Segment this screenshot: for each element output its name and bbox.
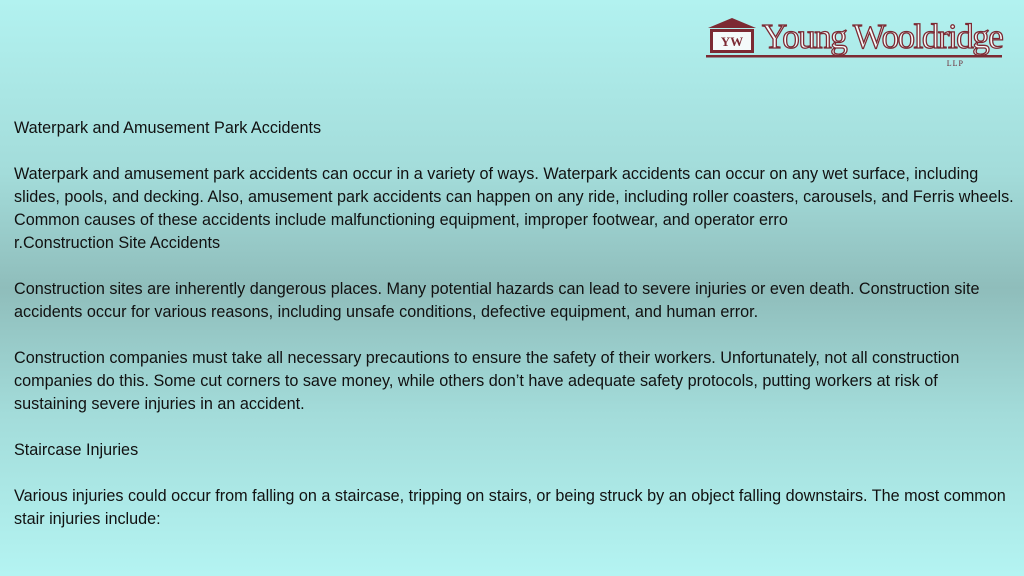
paragraph-waterpark: Waterpark and amusement park accidents can occur in a variety of ways. Waterpark accidents can occur on any wet surface, including slides, pools, and decking. Also, amusement park accidents can happen on any ride, including roller coasters, carousels, and Ferris wheels. Common causes of these accidents include malfunctioning equipment, improper footwear, and operator erro	[14, 165, 1014, 229]
logo-wordmark: Young Wooldridge	[762, 17, 1003, 56]
logo-monogram: YW	[720, 34, 744, 49]
spacer	[14, 416, 1014, 439]
logo-roof-icon	[708, 18, 756, 28]
spacer	[14, 255, 1014, 278]
spacer	[14, 140, 1014, 163]
section-heading-staircase: Staircase Injuries	[14, 441, 139, 459]
paragraph-construction-hazards: Construction sites are inherently dangerous places. Many potential hazards can lead to severe injuries or even death. Construction site accidents occur for various reasons, including unsafe conditions, defective equipment, and human error.	[14, 280, 980, 321]
paragraph-staircase: Various injuries could occur from falling on a staircase, tripping on stairs, or being struck by an object falling downstairs. The most common stair injuries include:	[14, 487, 1006, 528]
logo-suffix: LLP	[946, 59, 964, 68]
company-logo	[704, 14, 1008, 72]
article-content	[14, 117, 1014, 531]
spacer	[14, 462, 1014, 485]
section-heading-construction: r.Construction Site Accidents	[14, 234, 221, 252]
spacer	[14, 324, 1014, 347]
section-heading-waterpark: Waterpark and Amusement Park Accidents	[14, 119, 322, 137]
paragraph-construction-companies: Construction companies must take all necessary precautions to ensure the safety of their workers. Unfortunately, not all construction companies do this. Some cut corners to save money, while others don’t have adequate safety protocols, putting workers at risk of sustaining severe injuries in an accident.	[14, 349, 960, 413]
